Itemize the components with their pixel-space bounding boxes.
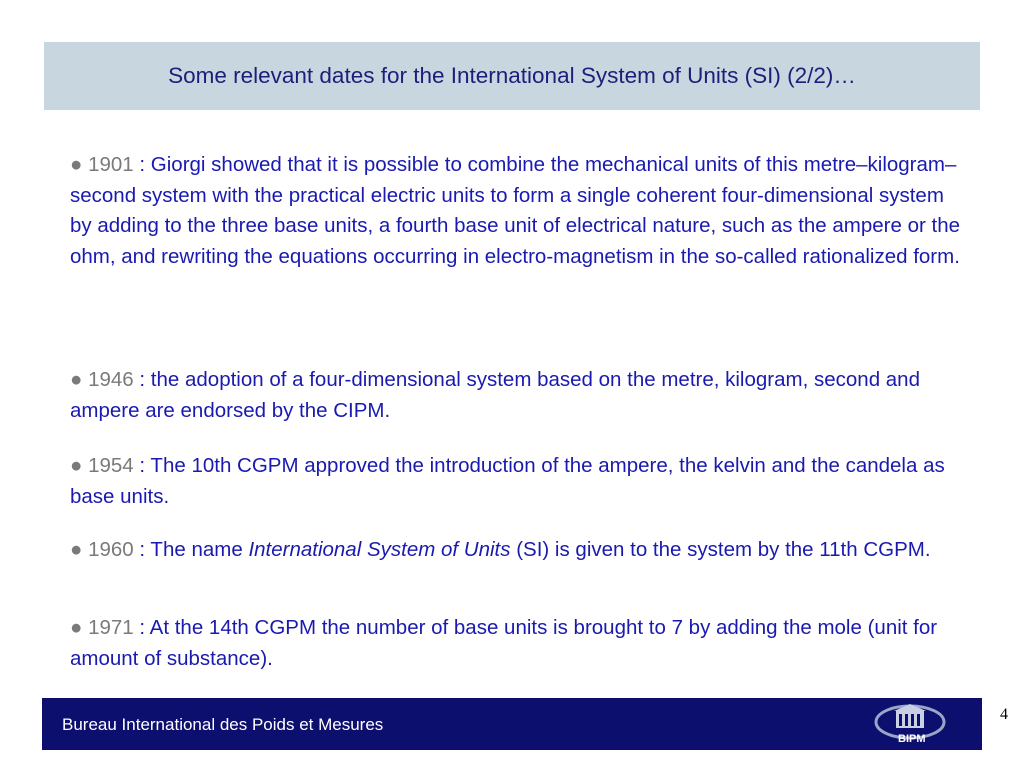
bipm-logo-text: BIPM — [898, 733, 926, 745]
bullet-icon: ● — [70, 616, 83, 639]
title-bar — [44, 42, 980, 110]
list-item — [70, 150, 970, 272]
item-text-italic: International System of Units — [248, 538, 511, 561]
item-text: : The 10th CGPM approved the introduction of the ampere, the kelvin and the candela as base units. — [70, 454, 945, 508]
item-text-after: (SI) is given to the system by the 11th CGPM. — [510, 538, 931, 561]
page-number: 4 — [1000, 706, 1008, 723]
item-year: 1960 — [88, 538, 134, 561]
bipm-logo-icon — [872, 702, 952, 746]
item-text: : Giorgi showed that it is possible to combine the mechanical units of this metre–kilogram–second system with the practical electric units to form a single coherent four-dimensional system by adding to the three base units, a fourth base unit of electrical nature, such as the ampere or the ohm, and rewriting the equations occurring in electro-magnetism in the so-called rationalized form. — [70, 153, 961, 268]
bullet-icon: ● — [70, 538, 83, 561]
bullet-icon: ● — [70, 454, 83, 477]
item-year: 1954 — [88, 454, 134, 477]
item-text-before: : The name — [139, 538, 249, 561]
bullet-icon: ● — [70, 153, 83, 176]
list-item — [70, 365, 970, 426]
footer-bar — [42, 698, 982, 750]
list-item — [70, 613, 970, 674]
list-item — [70, 535, 970, 566]
footer-organization: Bureau International des Poids et Mesures — [62, 715, 384, 734]
item-year: 1901 — [88, 153, 134, 176]
item-year: 1971 — [88, 616, 134, 639]
list-item — [70, 451, 970, 512]
bullet-icon: ● — [70, 368, 83, 391]
item-text: : the adoption of a four-dimensional system based on the metre, kilogram, second and ampere are endorsed by the CIPM. — [70, 368, 920, 422]
slide-title: Some relevant dates for the International System of Units (SI) (2/2)… — [168, 63, 856, 88]
item-year: 1946 — [88, 368, 134, 391]
item-text: : At the 14th CGPM the number of base units is brought to 7 by adding the mole (unit for amount of substance). — [70, 616, 938, 670]
